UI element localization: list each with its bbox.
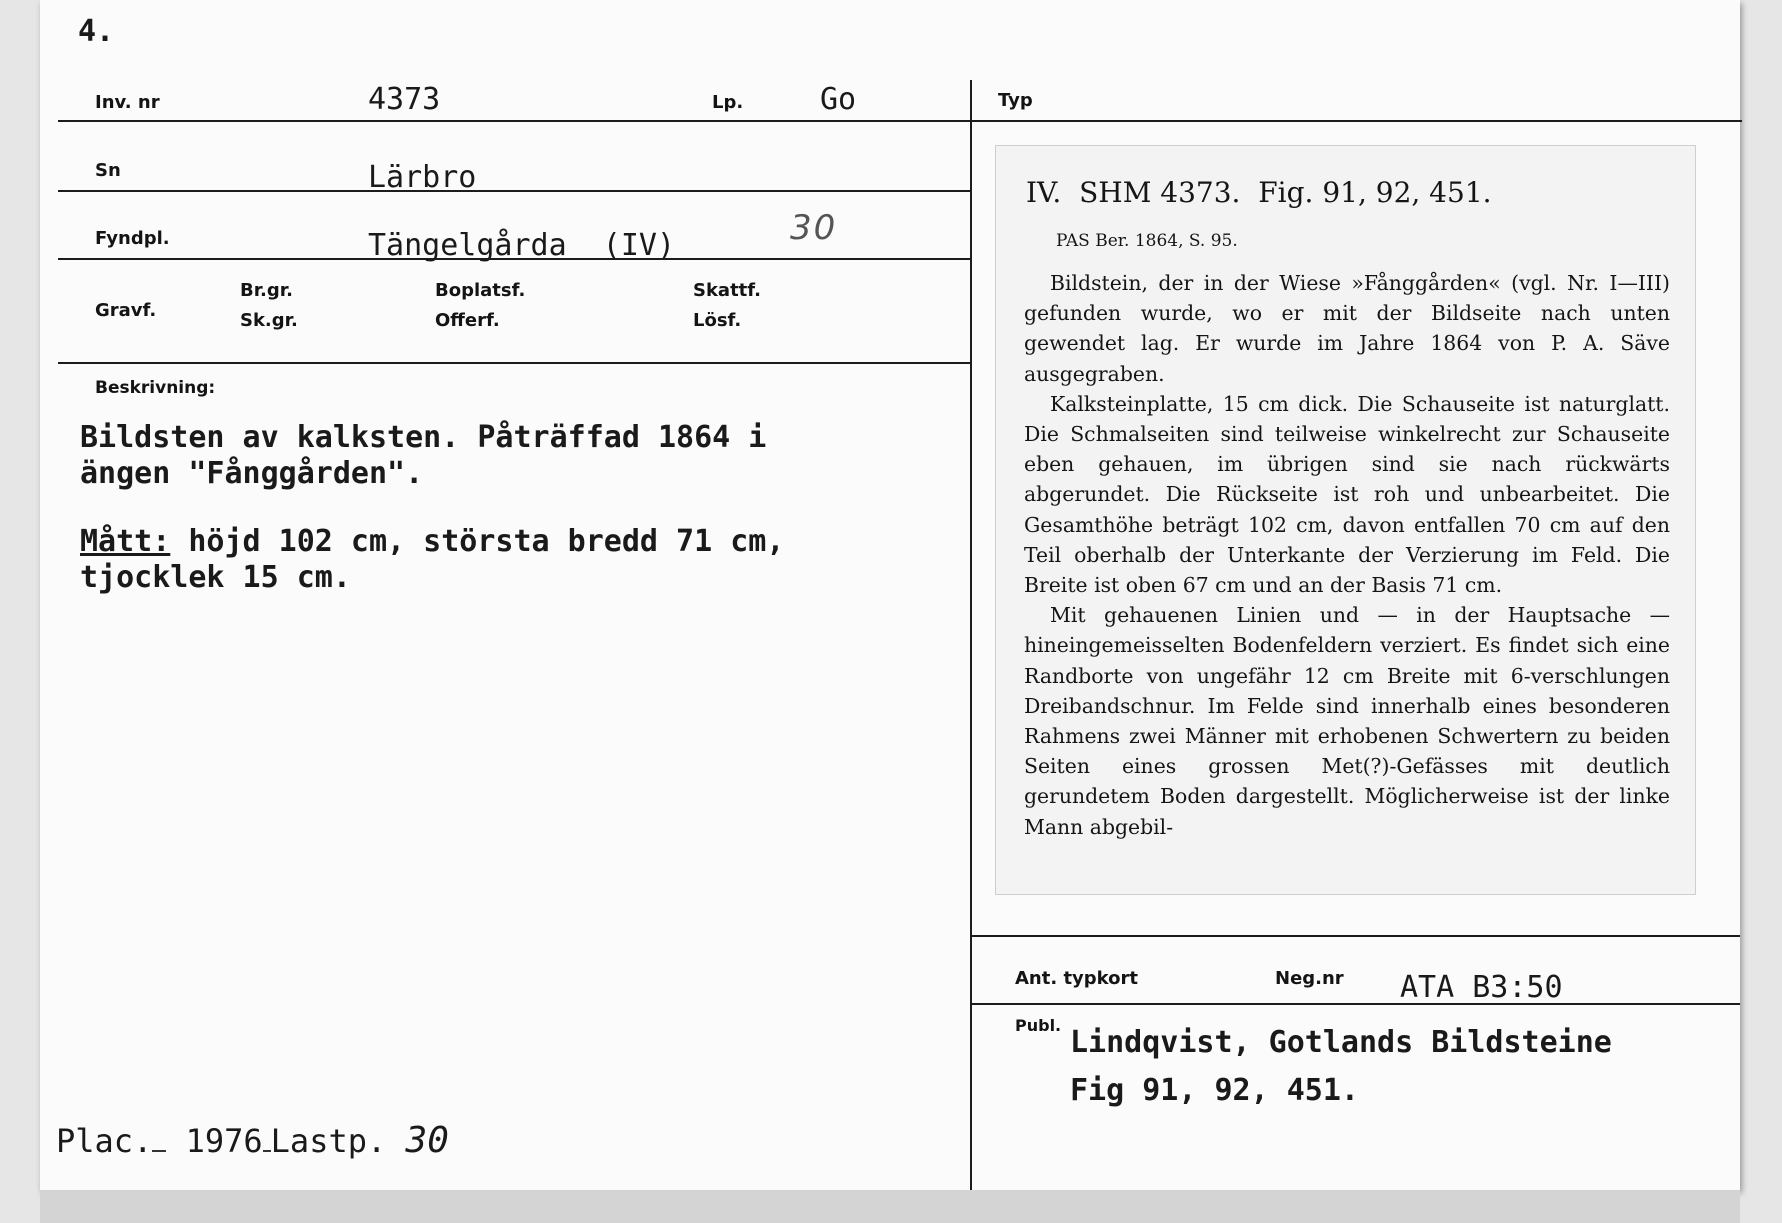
- printed-clipping: [995, 145, 1696, 895]
- rule-gravf: [58, 362, 970, 364]
- matt-value: höjd 102 cm, största bredd 71 cm,: [170, 524, 785, 559]
- gravf-label: Gravf.: [95, 300, 157, 321]
- clipping-subheading: PAS Ber. 1864, S. 95.: [1056, 231, 1238, 251]
- beskrivning-line-3: [80, 524, 880, 559]
- skgr-label: Sk.gr.: [240, 310, 298, 331]
- plac-label: Plac.: [56, 1122, 153, 1160]
- card-shadow: [40, 1190, 1740, 1223]
- sn-value: Lärbro: [368, 160, 477, 195]
- clipping-paragraph-3: Mit gehauenen Linien und — in der Hauptsache — hineingemeisselten Bodenfeldern verziert. Es findet sich eine Randborte von ungefähr 12 cm Breite mit 6-verschlungen Dreibandschnur. Im Felde sind innerhalb eines besonderen Rahmens zwei Männer mit erhobenen Schwertern zu beiden Seiten eines grossen Met(?)-Gefässes mit deutlich gerundetem Boden dargestellt. Möglicherweise ist der linke Mann abgebil-: [1024, 603, 1670, 839]
- matt-label: Mått:: [80, 524, 171, 559]
- clipping-heading: IV. SHM 4373. Fig. 91, 92, 451.: [1026, 176, 1492, 209]
- brgr-label: Br.gr.: [240, 280, 293, 301]
- card-number: 4.: [78, 14, 115, 49]
- plac-year: 1976: [185, 1122, 263, 1160]
- offerf-label: Offerf.: [435, 310, 500, 331]
- fyndpl-hand-number: 30: [790, 208, 838, 248]
- lastp-label: Lastp.: [270, 1122, 387, 1160]
- clipping-body: [1024, 268, 1670, 842]
- inv-nr-value: 4373: [368, 82, 441, 117]
- rule-clip-bottom: [972, 935, 1740, 937]
- publ-label: Publ.: [1015, 1016, 1062, 1035]
- beskrivning-line-2: ängen "Fånggården".: [80, 456, 424, 491]
- plac-line: [56, 1120, 449, 1161]
- ant-typkort-label: Ant. typkort: [1015, 968, 1139, 989]
- clipping-paragraph-1: Bildstein, der in der Wiese »Fånggården« (vgl. Nr. I—III) gefunden wurde, wo er mit der Bildseite nach unten gewendet lag. Er wurde im Jahre 1864 von P. A. Säve ausgegraben.: [1024, 271, 1670, 386]
- publ-line-1: Lindqvist, Gotlands Bildsteine: [1070, 1025, 1612, 1060]
- losf-label: Lösf.: [693, 310, 742, 331]
- skattf-label: Skattf.: [693, 280, 761, 301]
- rule-negnr: [972, 1003, 1740, 1005]
- clipping-paragraph-2: Kalksteinplatte, 15 cm dick. Die Schauseite ist naturglatt. Die Schmalseiten sind teilweise winkelrecht zur Schauseite eben gehauen, im übrigen sind sie nach rückwärts abgerundet. Die Rückseite ist roh und unbearbeitet. Die Gesamthöhe beträgt 102 cm, davon entfallen 70 cm auf den Teil oberhalb der Unterkante der Verzierung im Feld. Die Breite ist oben 67 cm und an der Basis 71 cm.: [1024, 391, 1670, 598]
- rule-inv: [58, 120, 970, 122]
- rule-typ: [970, 120, 1742, 122]
- negnr-label: Neg.nr: [1275, 968, 1344, 989]
- column-divider: [970, 80, 972, 1190]
- fyndpl-label: Fyndpl.: [95, 228, 170, 249]
- beskrivning-line-1: Bildsten av kalksten. Påträffad 1864 i: [80, 420, 767, 455]
- sn-label: Sn: [95, 160, 121, 181]
- inv-nr-label: Inv. nr: [95, 92, 160, 113]
- lp-label: Lp.: [712, 92, 744, 113]
- boplatsf-label: Boplatsf.: [435, 280, 526, 301]
- negnr-value: ATA B3:50: [1400, 970, 1563, 1005]
- publ-line-2: Fig 91, 92, 451.: [1070, 1073, 1359, 1108]
- lp-value: Go: [820, 82, 857, 117]
- typ-label: Typ: [998, 90, 1033, 111]
- beskrivning-label: Beskrivning:: [95, 378, 216, 398]
- fyndpl-value: Tängelgårda (IV): [368, 228, 676, 263]
- beskrivning-line-4: tjocklek 15 cm.: [80, 560, 351, 595]
- rule-sn: [58, 190, 970, 192]
- lastp-value: 30: [405, 1120, 449, 1161]
